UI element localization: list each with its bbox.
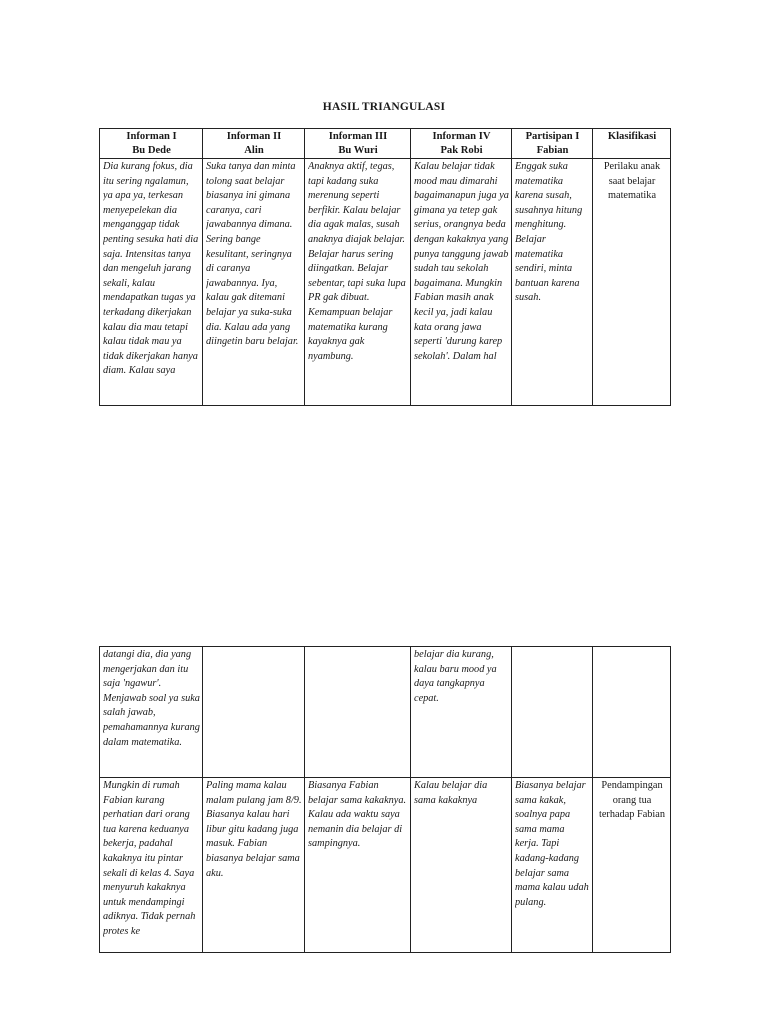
header-row	[100, 129, 671, 159]
header-role: Informan I	[126, 131, 177, 142]
header-role: Informan III	[328, 131, 388, 142]
header-role: Informan II	[226, 131, 282, 142]
cell-text: Anaknya aktif, tegas, tapi kadang suka merenung seperti berfikir. Kalau belajar dia agak malas, susah anaknya diajak belajar. Belajar harus sering diingatkan. Belajar sebentar, tapi suka lupa PR gak dibuat. Kemampuan belajar matematika kurang kayaknya gak nyambung.	[308, 161, 406, 362]
document-title: HASIL TRIANGULASI	[322, 101, 446, 113]
table-cell	[305, 778, 411, 953]
table-cell	[305, 647, 411, 778]
header-name: Bu Dede	[132, 144, 171, 156]
cell-text	[515, 648, 590, 776]
cell-text: Biasanya belajar sama kakak, soalnya papa sama mama kerja. Tapi kadang-kadang belajar sama mama kalau udah pulang.	[515, 780, 589, 908]
table-cell	[593, 159, 671, 406]
table-cell	[100, 647, 203, 778]
table-cell	[203, 159, 305, 406]
header-informan-3	[305, 129, 411, 159]
cell-text: Kalau belajar tidak mood mau dimarahi bagaimanapun juga ya gimana ya tetep gak serius, orangnya beda dengan kakaknya yang punya tanggung jawab sudah tau sekolah bagaimana. Mungkin Fabian masih anak kecil ya, jadi kalau kata orang jawa seperti 'durung karep sekolah'. Dalam hal	[414, 161, 509, 362]
table-cell	[411, 159, 512, 406]
cell-text	[206, 648, 302, 776]
triangulation-table-top	[99, 128, 671, 406]
table-cell	[512, 778, 593, 953]
table-cell	[411, 647, 512, 778]
cell-text: datangi dia, dia yang mengerjakan dan itu saja 'ngawur'. Menjawab soal ya suka salah jawab, pemahamannya kurang dalam matematika.	[103, 649, 200, 748]
header-role: Partisipan I	[525, 131, 580, 142]
header-name: Pak Robi	[440, 144, 483, 156]
table-cell	[100, 778, 203, 953]
cell-text: belajar dia kurang, kalau baru mood ya daya tangkapnya cepat.	[414, 649, 497, 704]
cell-text: Kalau belajar dia sama kakaknya	[414, 780, 488, 806]
triangulation-table-bottom	[99, 646, 671, 953]
table-cell	[203, 778, 305, 953]
table-cell	[411, 778, 512, 953]
cell-text	[308, 648, 408, 776]
header-name: Bu Wuri	[338, 144, 378, 156]
table-row	[100, 159, 671, 406]
header-role: Klasifikasi	[607, 131, 657, 142]
cell-text: Paling mama kalau malam pulang jam 8/9. Biasanya kalau hari libur gitu kadang juga masuk. Fabian biasanya belajar sama aku.	[206, 780, 302, 879]
table-cell	[203, 647, 305, 778]
table-row	[100, 647, 671, 778]
cell-text: Biasanya Fabian belajar sama kakaknya. Kalau ada waktu saya nemanin dia belajar di sampingnya.	[308, 780, 407, 850]
header-role: Informan IV	[432, 131, 491, 142]
table-cell	[512, 647, 593, 778]
cell-text: Pendampingan orang tua terhadap Fabian	[598, 780, 666, 821]
cell-text: Perilaku anak saat belajar matematika	[603, 161, 661, 202]
cell-text: Suka tanya dan minta tolong saat belajar biasanya ini gimana caranya, cari jawabannya dimana. Sering bange kesulitant, seringnya di caranya jawabannya. Iya, kalau gak ditemani belajar ya suka-suka dia. Kalau ada yang diingetin baru belajar.	[206, 161, 299, 348]
table-cell	[512, 159, 593, 406]
cell-text: Enggak suka matematika karena susah, susahnya hitung menghitung. Belajar matematika sendiri, minta bantuan karena susah.	[515, 161, 583, 304]
cell-text	[596, 648, 668, 776]
header-klasifikasi	[593, 129, 671, 159]
cell-text: Dia kurang fokus, dia itu sering ngalamun, ya apa ya, terkesan menyepelekan dia menganggap tidak penting sesuka hati dia saja. Intensitas tanya dan mengeluh jarang sekali, kalau mendapatkan tugas ya terkadang dikerjakan kalau dia mau tetapi kalau tidak mau ya tidak dikerjakan hanya diam. Kalau saya	[103, 161, 199, 377]
header-name: Fabian	[536, 144, 569, 156]
header-informan-2	[203, 129, 305, 159]
table-cell	[593, 778, 671, 953]
header-informan-4	[411, 129, 512, 159]
table-cell	[593, 647, 671, 778]
table-row	[100, 778, 671, 953]
table-cell	[100, 159, 203, 406]
cell-text: Mungkin di rumah Fabian kurang perhatian dari orang tua karena keduanya bekerja, padahal kakaknya itu pintar sekali di kelas 4. Saya menyuruh kakaknya untuk mendampingi adiknya. Tidak pernah protes ke	[103, 780, 196, 937]
table-cell	[305, 159, 411, 406]
header-name: Alin	[244, 144, 264, 156]
header-partisipan-1	[512, 129, 593, 159]
header-informan-1	[100, 129, 203, 159]
